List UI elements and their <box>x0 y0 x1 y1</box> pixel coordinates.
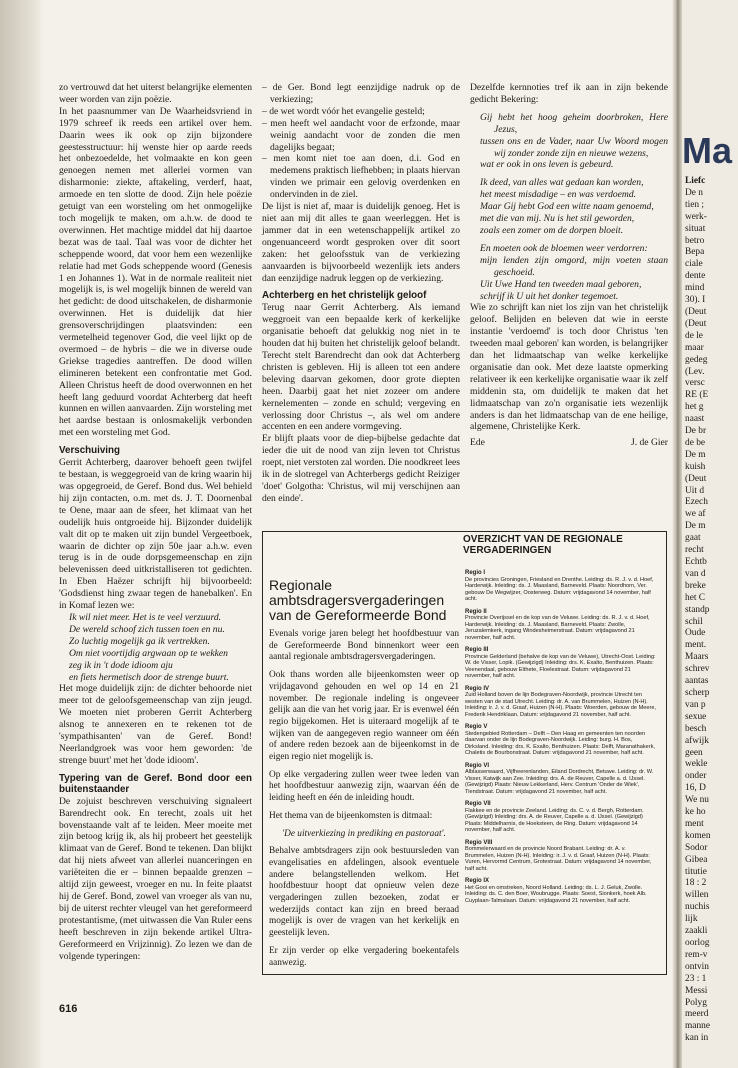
right-page-title: Ma <box>682 130 733 171</box>
region-name: Regio III <box>465 647 489 653</box>
right-page-line: zaakli <box>685 926 708 937</box>
right-page-line: geen <box>685 747 703 758</box>
page-fold <box>672 0 682 1068</box>
region-text: Flakkee en de provincie Zeeland. Leiding: ds. C. v. d. Bergh, Rotterdam. (Gewijzigd) Inleiding: drs. A. de Reuver, Capelle a. d. IJssel. (Gewijzigd) Plaats: Middelharnis, de Hoeksteen, de Ring. Datum: vrijdagavond 14 november, half acht. <box>465 807 644 833</box>
right-page-line: Sodor <box>685 842 708 853</box>
paragraph: Er blijft plaats voor de diep-bijbelse gedachte dat ieder die uit de nood van zijn leven tot Christus roept, niet verstoten zal worden. Die noodkreet lees ik in de slotregel van Achterbergs gedicht Reiziger 'doet' Golgotha: 'Christus, wil mij verschijnen aan den einde'. <box>262 433 460 504</box>
overview-title: OVERZICHT VAN DE REGIONALE VERGADERINGEN <box>463 534 623 556</box>
region-name: Regio II <box>465 608 487 615</box>
region-name: Regio VIII <box>465 839 493 846</box>
section-heading: Verschuiving <box>59 445 120 457</box>
right-page-line: rem-v <box>685 949 708 960</box>
right-page-line: kan in <box>685 1033 709 1044</box>
paragraph: De lijst is niet af, maar is duidelijk genoeg. Het is niet aan mij dit alles te gaan weerleggen. Het is jammer dat in een wetenschappelijk artikel zo ongenuanceerd wordt gesproken over dit soort zaken: het geloofsstuk van de verkiezing aanvaarden is bijvoorbeeld wezenlijk iets anders dan eenzijdige nadruk leggen op de verkiezing. <box>262 201 460 284</box>
paragraph: In het paasnummer van De Waarheidsvriend in 1979 schreef ik reeds een artikel over hem. Daarin wees ik ook op zijn bijzondere geestesstructuur: hij wenste hier op aarde reeds het onbezoedelde, het volmaakte en kon geen genoegen nemen met allerlei vormen van disharmonie: ziekte, aftakeling, verderf, haat, armoede en ten slotte de dood. Zijn hele poëzie getuigt van een worsteling om het onmogelijke toch mogelijk te maken, om a.h.w. de dood te overwinnen. Het machtige middel dat hij daartoe bezat was de taal. Taal was voor de dichter het scheppende woord, dat voor hem een wezenlijke relatie had met Gods scheppende woord (Genesis 1 en Johannes 1). Wat in de normale realiteit niet mogelijk is, is wel mogelijk binnen de wereld van het gedicht: de dood uitschakelen, de disharmonie overwinnen. Het is duidelijk dat hier grensoverschrijdingen plaatsvinden: een vermetelheid tegenover God, die veel lijkt op de overmoed – de hybris – die we in diverse oude Griekse tragedies aantreffen. De dood willen elimineren betekent een confrontatie met God. Alleen Christus heeft de dood overwonnen en het heeft lang geduurd voordat Achterberg dat heeft kunnen en willen aanvaarden. Zijn worsteling met het aardse bestaan is onlosmakelijk verbonden met een worsteling met God. <box>59 105 252 439</box>
poem-line: zeg ik in 't dode idioom aju <box>69 659 173 671</box>
column-3 <box>470 82 668 449</box>
right-page-line: Echtb <box>685 557 707 567</box>
right-page-line: onder <box>685 771 707 782</box>
poem-line: En moeten ook de bloemen weer verdorren: <box>480 242 648 254</box>
right-page-line: schrev <box>685 664 710 675</box>
poem-line: schrijf ik U uit het donker tegemoet. <box>480 290 619 302</box>
right-page-line: Uit d <box>685 485 705 496</box>
poem-line: Ik deed, van alles wat gedaan kan worden, <box>480 177 644 189</box>
announcement-text <box>269 578 459 975</box>
regions-list <box>465 570 657 910</box>
poem-line: met die van mij. Nu is het stil geworden, <box>480 213 635 225</box>
right-page-line: Bepa <box>685 247 705 258</box>
poem-line: Uit Uwe Hand ten tweeden maal geboren, <box>480 278 642 290</box>
right-page-line: 30). I <box>685 295 706 306</box>
right-page-line: 16, D <box>685 783 706 794</box>
right-page-line: manne <box>685 1021 710 1032</box>
right-page-line: De n <box>685 187 703 198</box>
right-page-line: Gibea <box>685 854 708 865</box>
right-page-line: (Deut <box>685 318 707 329</box>
right-page-line: Oude <box>685 628 706 639</box>
list-item <box>465 724 657 757</box>
right-page-line: De br <box>685 426 707 437</box>
paragraph: De zojuist beschreven verschuiving signaleert Barendrecht ook. En terecht, zoals uit het bovenstaande valt af te leiden. Meer moeite met zijn betoog krijg ik, als hij probeert het geestelijk klimaat van de Geref. Bond te tekenen. Dan blijkt dat hij niets afweet van allerlei nuanceringen en variëteiten die er – binnen bepaalde grenzen – altijd zijn geweest, vroeger en nu. In feite plaatst hij de Geref. Bond, zowel van vroeger als van nu, bij de uiterst rechter vleugel van het gereformeerd protestantisme, (met uitwassen die Van Ruler eens heeft beschreven in zijn bekende artikel Ultra-Gereformeerd en Vrijzinnig). Zo lezen we dan de volgende typeringen: <box>59 795 252 962</box>
right-page-line: tien ; <box>685 199 705 210</box>
right-page-line: situat <box>685 223 706 234</box>
list-item: – men komt niet toe aan doen, d.i. God en medemens praktisch liefhebben; in plaats hiervan vinden we primair een gelovig overdenken en ondervinden in de ziel. <box>262 153 460 201</box>
paragraph: Het thema van de bijeenkomsten is ditmaal: <box>269 810 433 821</box>
poem-line: Zo luchtig mogelijk ga ik vertrekken. <box>69 635 210 647</box>
region-text: Het Gooi en omstreken, Noord Holland. Leiding: ds. L. J. Geluk, Zwolle. Inleiding: ds. C. den Boer, Woubrugge. Plaats: Soest, Sionkerk, hoek Alb. Cuyplaan-Talmalaan. Datum: vrijdagavond 21 november, half acht. <box>465 884 647 904</box>
right-page-line: oorlog <box>685 938 710 948</box>
right-page-line: Maars <box>685 652 709 663</box>
poem-stanza <box>480 177 668 237</box>
right-page-line: gaat <box>685 533 701 544</box>
poem-line: Om niet voortijdig argwaan op te wekken <box>69 647 228 659</box>
list-item <box>465 763 657 796</box>
region-name: Regio I <box>465 570 486 576</box>
right-page-line: versc <box>685 378 705 389</box>
right-page-line: willen <box>685 890 709 901</box>
region-text: Stedengebied Rotterdam – Delft – Den Haag en gemeenten ten noorden daarvan onder de lijn Bodegraven-Noordwijk. Leiding: burg. H. Bos, Dirksland. Inleiding: drs. K. Exalto, Benthuizen. Plaats: Delft, Maranathakerk, Chaletis de Bourbonstraat. Datum: vrijdagavond 21 november, half acht. <box>465 730 655 756</box>
region-text: Provincie Gelderland (behalve de kop van de Veluwe), Utrecht-Oost. Leiding: W. de Visser, Lopik. (Gewijzigd) Inleiding: drs. K. Exalto, Benthuizen. Plaats: Veenendaal, gebouw Elthete, Floelestraat. Datum: vrijdagavond 21 november, half acht. <box>465 653 656 679</box>
right-page-line: naast <box>685 414 705 425</box>
paragraph: Het moge duidelijk zijn: de dichter behoorde niet meer tot de geloofsgemeenschap van zijn jeugd. We moeten niet proberen Gerrit Achterberg alsnog te annexeren en te rekenen tot de 'sympathisanten' van de Geref. Bond! Neerlandgroek was voor hem geworden: 'de strenge buurt' met het 'dode idioom'. <box>59 683 252 766</box>
right-page-line: titutie <box>685 866 707 877</box>
right-page-line: wekle <box>685 759 708 770</box>
paragraph: Behalve ambtsdragers zijn ook bestuursleden van evangelisaties en afdelingen, alsook eventuele andere belangstellenden welkom. Het hoofdbestuur hoopt dat opnieuw velen deze vergaderingen zullen bezoeken, zodat er wederzijds contact kan zijn en breed beraad mogelijk is over de vragen van het kerkelijk en geestelijk leven. <box>269 846 459 939</box>
right-page-line: Ezech <box>685 497 708 508</box>
announcement-title: Regionale ambtsdragersvergaderingen van de Gereformeerde Bond <box>269 577 447 623</box>
theme-quote: 'De uitverkiezing in prediking en pastoraat'. <box>282 828 446 839</box>
right-page-line: de le <box>685 330 703 341</box>
right-page-line: (Lev. <box>685 366 705 377</box>
right-page-line: We nu <box>685 795 709 806</box>
column-2 <box>262 82 460 505</box>
page-gutter-left <box>0 0 44 1068</box>
list-item: – de Ger. Bond legt eenzijdige nadruk op de verkiezing; <box>262 82 460 105</box>
right-page-line: RE (E <box>685 390 709 401</box>
right-page-line: ontvin <box>685 961 709 972</box>
list-item <box>465 686 657 719</box>
paragraph: Gerrit Achterberg, daarover behoeft geen twijfel te bestaan, is weggegroeid van de kring waarin hij was opgegroeid, de Geref. Bond dus. Wel behield hij zijn contacten, o.m. met ds. J. T. Doornenbal te Oene, maar aan de sfeer, het klimaat van het oudelijk huis ontgroeide hij. Bijzonder duidelijk valt dit op te maken uit zijn bundel Vergeetboek, waarin de dichter op zijn 50e jaar a.h.w. even terug is in de oude dorpsgemeenschap en zijn belevenissen deed uitkristalliseren tot gedichten. In Eben Haëzer schrijft hij bijvoorbeeld: 'Godsdienst hing zwaar tegen de hanebalken'. En in Komaf lezen we: <box>59 457 252 612</box>
poem-line: het meest misdadige – en was verdoemd. <box>480 189 637 201</box>
right-page-line: we af <box>685 509 706 520</box>
region-name: Regio VII <box>465 801 491 807</box>
region-name: Regio IX <box>465 878 490 884</box>
poem-komaf <box>69 612 252 683</box>
poem-line: mijn lenden zijn omgord, mijn voeten staan geschoeid. <box>480 254 668 278</box>
region-name: Regio V <box>465 724 488 730</box>
poem-line: De wereld schoof zich tussen toen en nu. <box>69 623 225 635</box>
right-page-line: van d <box>685 568 706 579</box>
list-item <box>465 801 657 834</box>
right-page-line: ke ho <box>685 807 706 818</box>
poem-line: en fiets hermetisch door de strenge buurt. <box>69 671 229 683</box>
intro-paragraph: zo vertrouwd dat het uiterst belangrijke elementen weer worden van zijn poëzie. <box>59 82 252 105</box>
right-page-line: ment. <box>685 640 707 651</box>
right-page-line: 23 : 1 <box>685 973 707 984</box>
right-page-line: Messi <box>685 985 708 996</box>
right-page-line: scherp <box>685 687 710 698</box>
region-name: Regio VI <box>465 762 490 769</box>
right-page-line: maar <box>685 342 704 353</box>
poem-line: Gij hebt het hoog geheim doorbroken, Here Jezus, <box>480 111 668 135</box>
right-page-line: dente <box>685 271 706 282</box>
right-page-line: besch <box>685 723 707 734</box>
sign-place: Ede <box>470 437 485 449</box>
right-page-line: schil <box>685 616 703 627</box>
paragraph: Dezelfde kernnoties tref ik aan in zijn bekende gedicht Bekering: <box>470 82 668 105</box>
paragraph: Terug naar Gerrit Achterberg. Als iemand weggroeit van een bepaalde kerk of kerkelijke organisatie behoeft dat gelukkig nog niet in te houden dat hij buiten het christelijk geloof belandt. Terecht stelt Barendrecht dan ook dat Achterberg christen is gebleven. Hij is alleen tot een andere beleving daarvan gekomen, door grote diepten heen. Daarbij gaat het niet zozeer om andere kernelementen – zonde en schuld; vergeving en verlossing door Christus –, als wel om andere accenten en een andere vormgeving. <box>262 302 460 433</box>
poem-line: zoals een zomer om de dorpen bloeit. <box>480 224 624 236</box>
right-page-line: van p <box>685 699 706 710</box>
right-page-line: ciale <box>685 259 703 270</box>
right-page-line: werk- <box>685 211 707 222</box>
poem-line: Ik wil niet meer. Het is te veel verzuurd. <box>69 611 222 623</box>
paragraph: Wie zo schrijft kan niet los zijn van het christelijk geloof. Belijden en beleven dat wie in eerste instantie 'verdoemd' is toch door Christus 'ten tweeden maal geboren' kan worden, is belangrijker dan het lidmaatschap van welke kerkelijke organisatie dan ook. Met deze laatste opmerking relativeer ik een kerkelijke organisatie waar ik zelf middenin sta, om duidelijk te maken dat het lidmaatschap van zo'n organisatie iets wezenlijk anders is dan het lidmaatschap van de ene heilige, algemene, Christelijke Kerk. <box>470 302 668 433</box>
region-name: Regio IV <box>465 685 490 692</box>
right-page-line: kuish <box>685 461 706 472</box>
right-page-line: komen <box>685 830 711 841</box>
right-page-line: Polyg <box>685 997 707 1008</box>
right-page-line: recht <box>685 545 704 556</box>
right-page-line: betro <box>685 235 705 246</box>
poem-line: wat er ook in ons leven is gebeurd. <box>480 159 614 171</box>
region-text: De provincies Groningen, Friesland en Drenthe. Leiding: ds. R. J. v. d. Hoef, Harderwijk. Inleiding: ds. J. Maasland, Barneveld. Plaats: Noordhorn, Ver. gebouw De Wegwijzer, Oosterweg. Datum: vrijdagavond 14 november, half acht. <box>465 576 654 602</box>
list-item <box>465 878 657 904</box>
right-page-line: afwijk <box>685 735 709 746</box>
right-page-edge <box>682 0 738 1068</box>
announcement-box <box>262 531 667 975</box>
right-page-line: mind <box>685 283 705 294</box>
paragraph: Op elke vergadering zullen weer twee leden van het hoofdbestuur aanwezig zijn, waarvan één de leiding heeft en één de inleiding houdt. <box>269 769 459 804</box>
paragraph: Er zijn verder op elke vergadering boekentafels aanwezig. <box>269 945 459 968</box>
poem-line: Maar Gij hebt God een witte naam genoemd, <box>480 201 654 213</box>
right-page-line: nuchis <box>685 902 710 913</box>
right-page-line: sexue <box>685 711 707 722</box>
region-text: Bommelerwaard en de provincie Noord Brabant. Leiding: dr. A. v. Brummelen, Huizen (N-H). Inleiding: ir. J. v. d. Graaf, Huizen (N-H). Plaats: Vuren, Hervormd Centrum, Grotestraat. Datum: vrijdagavond 14 november, half acht. <box>465 846 652 872</box>
section-heading: Typering van de Geref. Bond door een buitenstaander <box>59 772 252 795</box>
right-page-line: het g <box>685 402 704 413</box>
right-page-line: standp <box>685 604 710 615</box>
right-page-line: Liefc <box>685 176 706 186</box>
list-item <box>465 609 657 642</box>
right-page-line: breke <box>685 580 706 591</box>
right-page-line: gedeg <box>685 354 708 365</box>
sign-author: J. de Gier <box>630 437 668 449</box>
right-page-line: de be <box>685 437 706 448</box>
poem-stanza <box>480 243 668 303</box>
signature-line <box>470 437 668 449</box>
right-page-line: het C <box>685 592 706 603</box>
region-text: Alblasserwaard, Vijfheerenlanden, Eiland Dordrecht, Betuwe. Leiding: dr. W. Visser, Katwijk aan Zee. Inleiding: drs. A. de Reuver, Capelle a. d. IJssel. (Gewijzigd) Plaats: Nieuw Lekkerland, Herv. Centrum 'Onder de Wiek', Tiendstraat. Datum: vrijdagavond 21 november, half acht. <box>465 769 654 795</box>
list-item: – men heeft wel aandacht voor de erfzonde, maar weinig aandacht voor de zonden die men dagelijks begaat; <box>262 117 460 153</box>
right-page-line: meerd <box>685 1009 709 1020</box>
right-page-line: (Deut <box>685 473 707 484</box>
list-item <box>465 840 657 873</box>
region-text: Provincie Overijssel en de kop van de Veluwe. Leiding: ds. R. J. v. d. Hoef, Harderwijk. Inleiding: ds. J. Maasland, Barneveld. Plaats: Zwolle, Jeruzalemkerk, ingang Windesheimerstraat. Datum: vrijdagavond 21 november, half acht. <box>465 615 650 641</box>
right-page-line: ment <box>685 818 704 829</box>
paragraph: Ook thans worden alle bijeenkomsten weer op vrijdagavond gehouden en wel op 14 en 21 november. De regionale indeling is ongeveer gelijk aan die van het vorig jaar. Er is evenwel één regio bijgekomen. Het is uiteraard mogelijk af te wijken van de aangegeven regio wanneer om één of andere reden bezoek aan de bijeenkomst in de eigen regio niet mogelijk is. <box>269 670 459 763</box>
right-page-text <box>685 176 738 1045</box>
paragraph: Evenals vorige jaren belegt het hoofdbestuur van de Gereformeerde Bond binnenkort weer een aantal regionale ambtsdragersvergaderingen. <box>269 629 459 663</box>
list-item <box>465 647 657 680</box>
region-text: Zuid Holland boven de lijn Bodegraven-Noordwijk, provincie Utrecht ten westen van de stad Utrecht. Leiding: dr. A. van Brummelen, Huizen (N-H). Inleiding: ir. J. v. d. Graaf, Huizen (N-H). Plaats: Woerden, gebouw de Meere, Frederik Hendriklaan. Datum: vrijdagavond 21 november, half acht. <box>465 692 656 718</box>
right-page-line: De m <box>685 449 706 460</box>
page-number: 616 <box>59 1003 78 1015</box>
right-page-line: 18 : 2 <box>685 878 707 889</box>
poem-stanza <box>480 112 668 172</box>
list-item: – de wet wordt vóór het evangelie gesteld; <box>262 105 425 117</box>
typering-list <box>262 82 460 201</box>
column-1 <box>59 82 252 962</box>
right-page-line: De m <box>685 521 706 532</box>
right-page-line: (Deut <box>685 306 707 317</box>
right-page-line: aantas <box>685 676 709 687</box>
right-page-line: lijk <box>685 914 698 925</box>
poem-line: tussen ons en de Vader, naar Uw Woord mogen wij zonder zonde zijn en nieuwe wezens, <box>480 135 668 159</box>
section-heading: Achterberg en het christelijk geloof <box>262 290 427 302</box>
list-item <box>465 570 657 603</box>
